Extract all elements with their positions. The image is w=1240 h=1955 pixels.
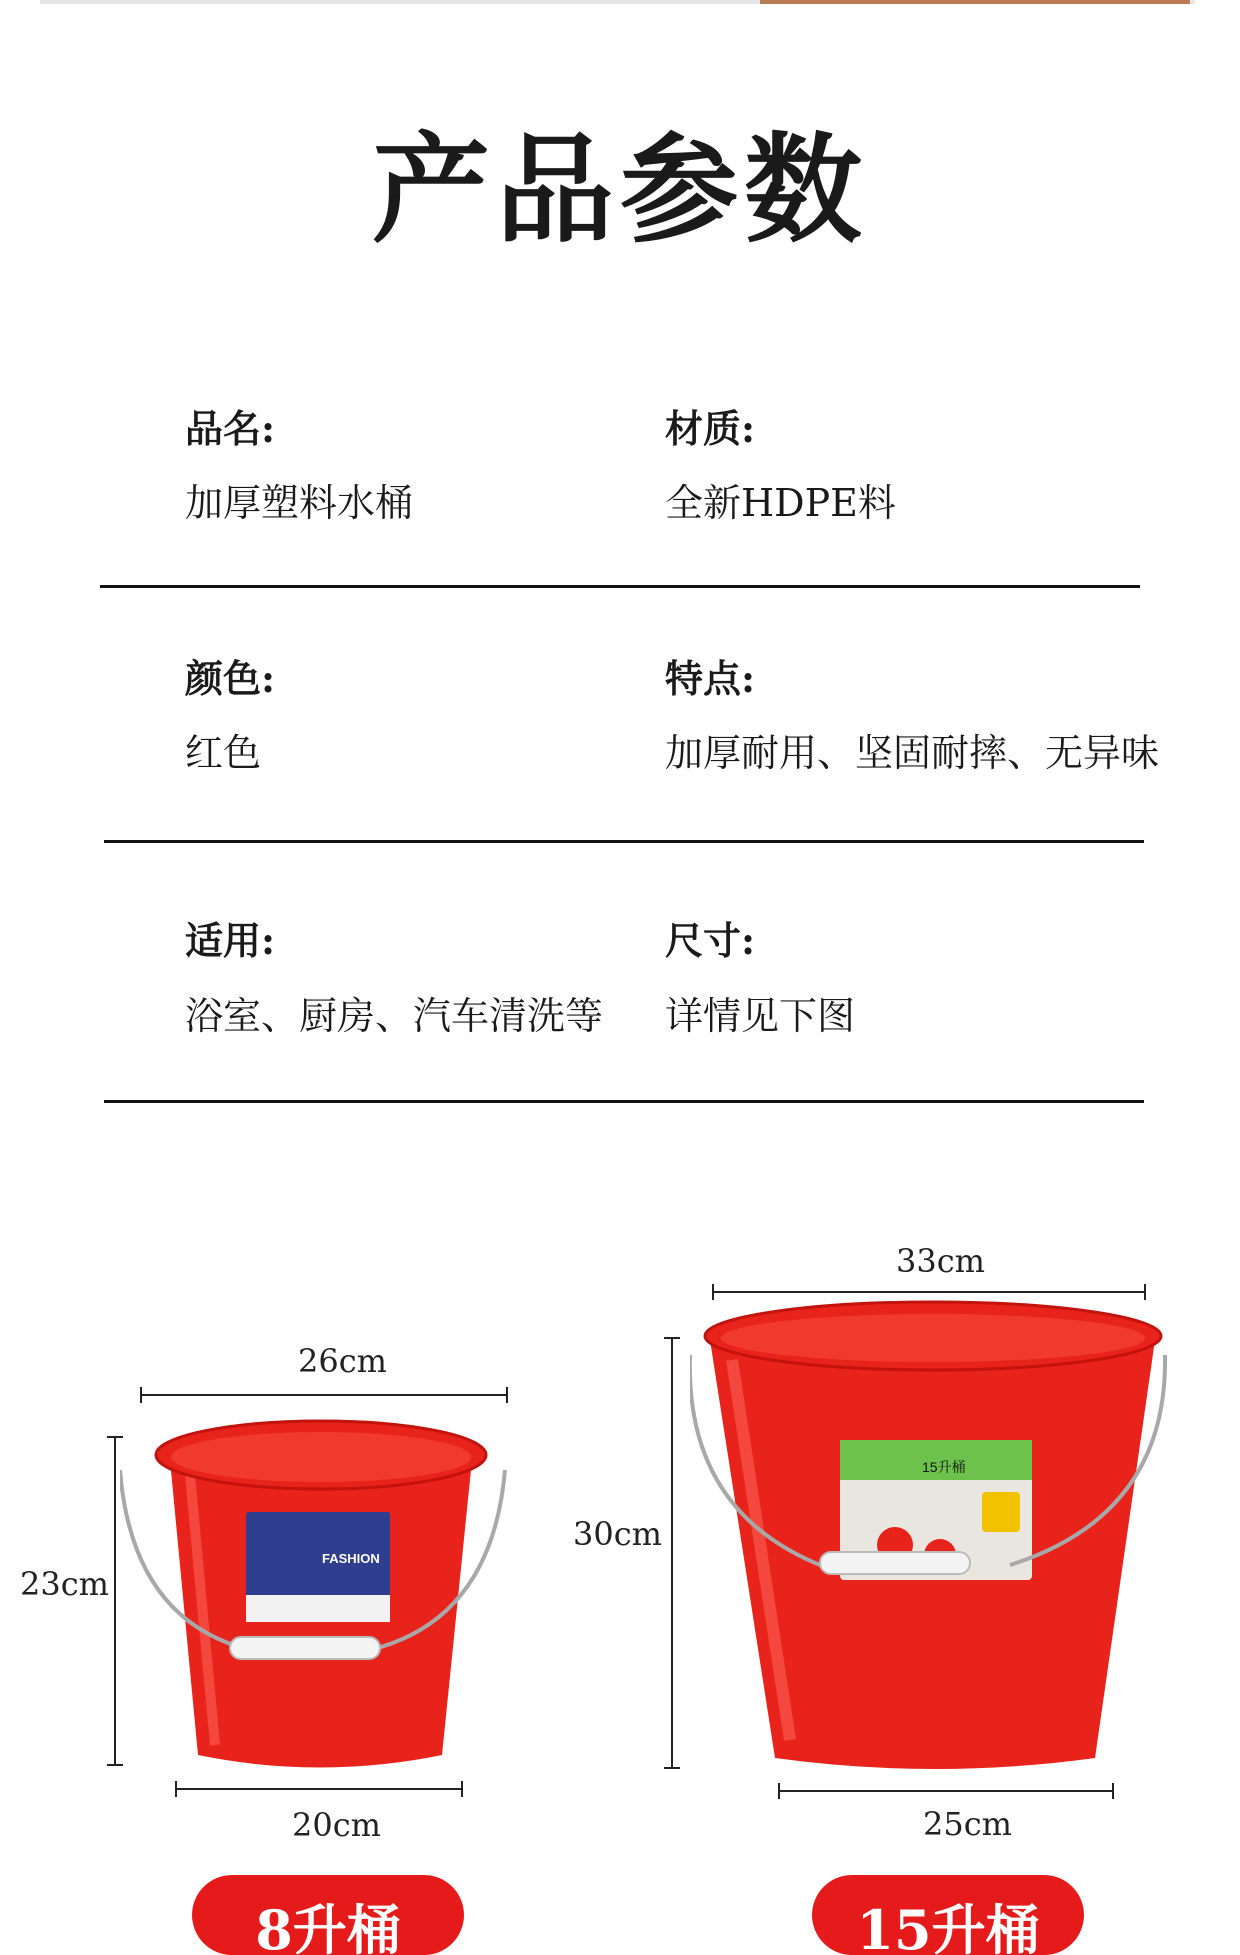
spec-size-value: 详情见下图 (665, 994, 856, 1038)
top-border-accent (760, 0, 1190, 4)
small-bucket-image (120, 1405, 520, 1785)
small-top-width: 26cm (298, 1342, 387, 1380)
large-height-line (671, 1337, 673, 1769)
spec-name-value: 加厚塑料水桶 (185, 481, 414, 525)
spec-usage-value: 浴室、厨房、汽车清洗等 (185, 994, 604, 1038)
spec-material-label: 材质: (665, 406, 756, 451)
small-height: 23cm (20, 1565, 109, 1603)
large-sticker-text: 15升桶 (922, 1459, 966, 1475)
spec-color-label: 颜色: (185, 656, 276, 701)
small-height-line (114, 1436, 116, 1766)
large-bucket-image (690, 1300, 1170, 1780)
spec-usage-label: 适用: (185, 918, 276, 963)
large-top-width-line (712, 1291, 1146, 1293)
small-sticker-text: FASHION (322, 1551, 380, 1566)
large-bucket-label: 15升桶 (812, 1875, 1084, 1955)
large-height: 30cm (573, 1515, 662, 1553)
spec-name-label: 品名: (185, 406, 276, 451)
large-top-width: 33cm (896, 1242, 985, 1280)
spec-color-value: 红色 (185, 731, 262, 775)
large-bottom-width-line (778, 1790, 1114, 1792)
small-bottom-width-line (175, 1788, 463, 1790)
page-title: 产品参数 (371, 120, 868, 259)
spec-material-value: 全新HDPE料 (665, 481, 896, 525)
spec-feature-value: 加厚耐用、坚固耐摔、无异味 (665, 731, 1160, 775)
small-bucket-label: 8升桶 (192, 1875, 464, 1955)
spec-size-label: 尺寸: (665, 918, 756, 963)
divider (104, 840, 1144, 843)
divider (104, 1100, 1144, 1103)
small-top-width-line (140, 1394, 508, 1396)
divider (100, 585, 1140, 588)
small-bottom-width: 20cm (292, 1806, 381, 1844)
spec-feature-label: 特点: (665, 656, 756, 701)
large-bottom-width: 25cm (923, 1805, 1012, 1843)
